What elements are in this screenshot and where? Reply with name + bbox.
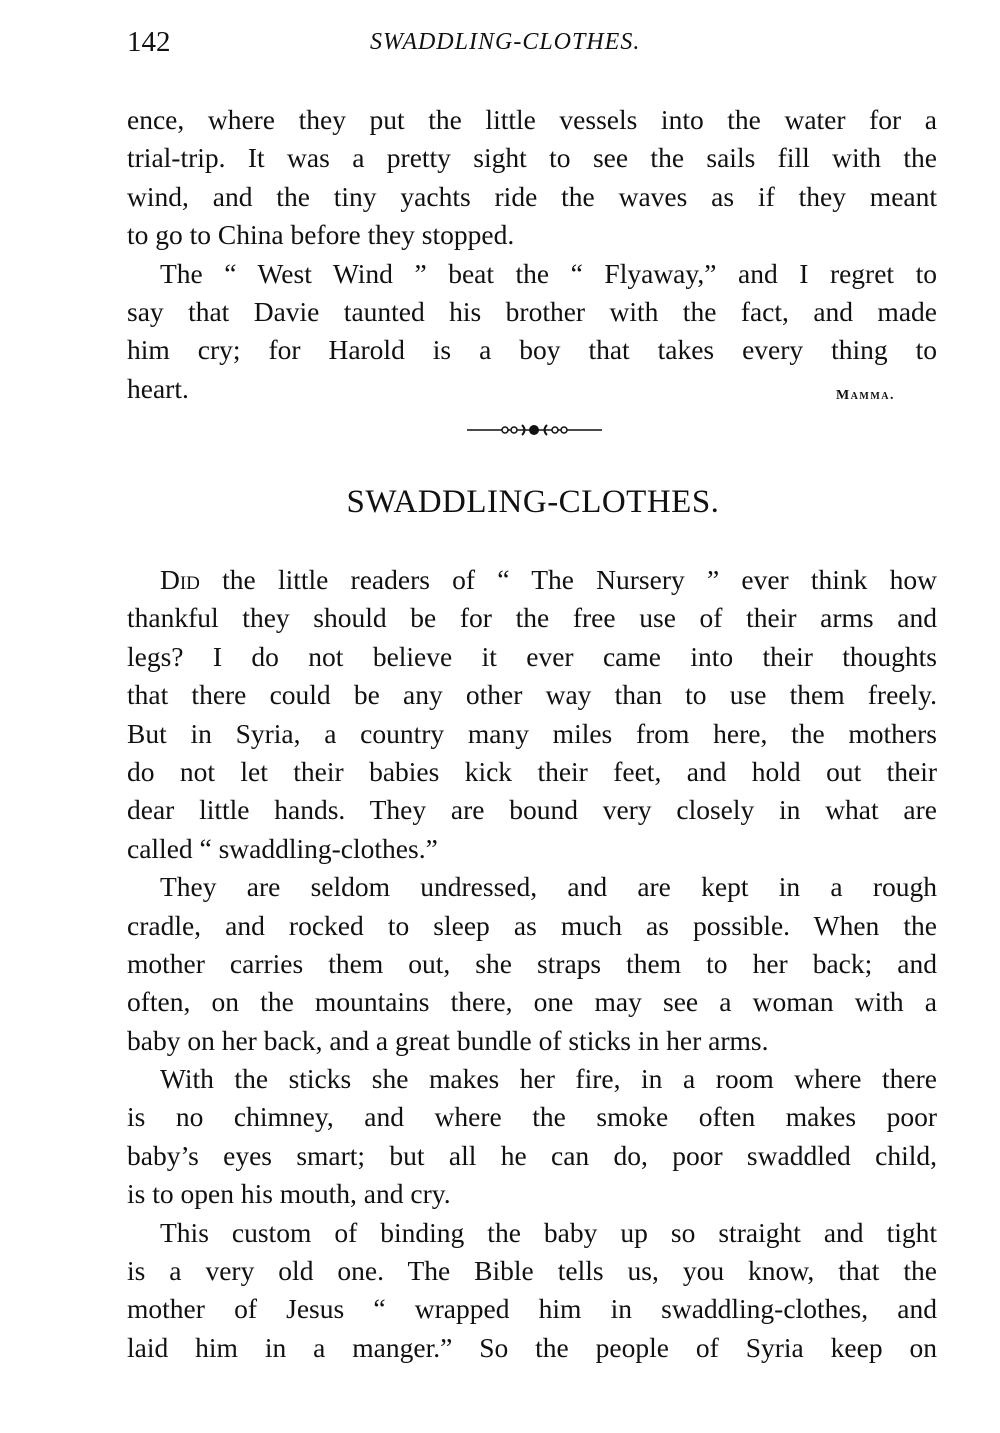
text-line [127, 178, 937, 216]
drop-word: Did [160, 564, 200, 595]
previous-story-text [127, 101, 937, 408]
text-line [127, 216, 937, 254]
text-line [127, 1098, 937, 1136]
text-line [127, 255, 937, 293]
line-text: mother of Jesus “ wrapped him in swaddling-clothes, and [127, 1293, 937, 1325]
article-text [127, 561, 937, 1367]
line-text: trial-trip. It was a pretty sight to see the sails fill with the [127, 142, 937, 174]
text-line [127, 676, 937, 714]
line-text: often, on the mountains there, one may see a woman with a [127, 986, 937, 1018]
line-text: heart. [127, 372, 189, 404]
text-line [127, 293, 937, 331]
line-text: called “ swaddling-clothes.” [127, 832, 438, 864]
line-text: to go to China before they stopped. [127, 219, 515, 251]
text-line [127, 1214, 937, 1252]
line-text: dear little hands. They are bound very closely in what are [127, 794, 937, 826]
line-text: him cry; for Harold is a boy that takes every thing to [127, 334, 937, 366]
article-title: SWADDLING-CLOTHES. [346, 484, 720, 520]
text-line [127, 1060, 937, 1098]
line-text: They are seldom undressed, and are kept in a rough [160, 871, 937, 903]
text-line [127, 715, 937, 753]
line-text: This custom of binding the baby up so straight and tight [160, 1216, 937, 1248]
line-text: is a very old one. The Bible tells us, you know, that the [127, 1255, 937, 1287]
text-line [127, 638, 937, 676]
line-text: cradle, and rocked to sleep as much as possible. When the [127, 909, 937, 941]
text-line [127, 1137, 937, 1175]
line-text: thankful they should be for the free use of their arms and [127, 602, 937, 634]
text-line [127, 561, 937, 599]
line-text: mother carries them out, she straps them to her back; and [127, 947, 937, 979]
text-line [127, 907, 937, 945]
line-text: baby’s eyes smart; but all he can do, poor swaddled child, [127, 1139, 937, 1171]
text-line [127, 753, 937, 791]
line-text: wind, and the tiny yachts ride the waves as if they meant [127, 180, 937, 212]
line-text: is to open his mouth, and cry. [127, 1178, 451, 1210]
text-line [127, 1252, 937, 1290]
line-text: is no chimney, and where the smoke often makes poor [127, 1101, 937, 1133]
line-text: But in Syria, a country many miles from here, the mothers [127, 717, 937, 749]
text-line [127, 599, 937, 637]
text-line [127, 983, 937, 1021]
line-text: say that Davie taunted his brother with the fact, and made [127, 295, 937, 327]
ornament-divider [467, 420, 602, 440]
line-text: laid him in a manger.” So the people of Syria keep on [127, 1331, 937, 1363]
line-text: the little readers of “ The Nursery ” ever think how [199, 564, 937, 595]
line-text: legs? I do not believe it ever came into their thoughts [127, 640, 937, 672]
text-line [127, 868, 937, 906]
text-line [127, 101, 937, 139]
line-text: do not let their babies kick their feet, and hold out their [127, 755, 937, 787]
line-text: that there could be any other way than to use them freely. [127, 679, 937, 711]
text-line [127, 370, 937, 408]
text-line [127, 1290, 937, 1328]
text-line [127, 945, 937, 983]
text-line [127, 1022, 937, 1060]
text-line [127, 791, 937, 829]
page-number: 142 [127, 26, 171, 58]
line-text: ence, where they put the little vessels into the water for a [127, 104, 937, 135]
text-line [127, 1175, 937, 1213]
signature: Mamma. [835, 388, 895, 403]
text-line [127, 1329, 937, 1367]
line-text: With the sticks she makes her fire, in a room where there [160, 1063, 937, 1095]
line-text: The “ West Wind ” beat the “ Flyaway,” and I regret to [160, 257, 937, 289]
text-line [127, 830, 937, 868]
text-line [127, 139, 937, 177]
running-title: SWADDLING-CLOTHES. [370, 29, 641, 55]
text-line [127, 331, 937, 369]
line-text: baby on her back, and a great bundle of sticks in her arms. [127, 1024, 769, 1056]
